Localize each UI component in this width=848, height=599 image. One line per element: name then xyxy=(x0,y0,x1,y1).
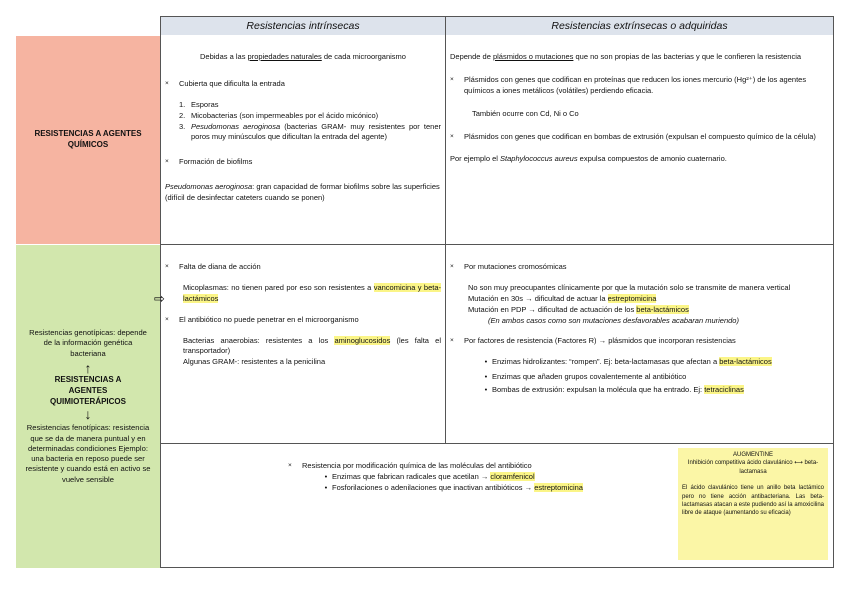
sub1-highlight: cloramfenicol xyxy=(490,471,535,481)
bullet-x-icon: × xyxy=(165,315,169,323)
ext-item-bombas: Plásmidos con genes que codifican en bombas de extrusión (expulsan el compuesto químico de la célula) xyxy=(464,131,816,141)
list-item xyxy=(179,111,441,122)
pseudomonas-desc: (bacterias GRAM- muy resistentes por tener poros muy minúsculos que dificultan la entrada del agente) xyxy=(191,121,441,142)
list-item xyxy=(165,315,441,326)
myco-highlight: vancomicina y beta-lactámicos xyxy=(183,282,441,303)
intro-post: de cada microorganismo xyxy=(321,52,406,61)
enzyme-list xyxy=(480,357,830,396)
biofilm-text: : gran capacidad de formar biofilms sobre las superficies (difícil de desinfectar cateters cuando se ponen) xyxy=(165,182,440,202)
enz3-pre: Bombas de extrusión: expulsan la molécula que ha entrado. Ej: xyxy=(492,385,705,394)
bullet-x-icon: × xyxy=(165,79,169,87)
sublist xyxy=(179,100,441,144)
bullet-x-icon: × xyxy=(165,158,169,166)
int-gram: Algunas GRAM-: resistentes a la penicilina xyxy=(183,357,326,367)
num-1: 1. xyxy=(179,99,186,109)
ext-item-factores: Por factores de resistencia (Factores R) → plásmidos que incorporan resistencias xyxy=(464,336,736,346)
anaer-post: (les falta el transportador) xyxy=(183,335,441,356)
sub2-highlight: estreptomicina xyxy=(534,482,583,492)
row-divider xyxy=(160,244,834,245)
side-label-quimicos-text: RESISTENCIAS A AGENTES QUÍMICOS xyxy=(34,129,142,149)
anaer-highlight: aminoglucosidos xyxy=(334,335,391,345)
bullet-x-icon: × xyxy=(450,263,454,270)
sub-micobacterias: Micobacterias (son impermeables por el ácido micónico) xyxy=(191,110,379,120)
ext-item-mercurio: Plásmidos con genes que codifican en proteínas que reducen los iones mercurio (Hg²⁺) de los agentes químicos a iones metálicos (volátiles) perdiendo eficacia. xyxy=(464,74,807,95)
bullet-x-icon: × xyxy=(450,75,454,83)
num-2: 2. xyxy=(179,110,186,120)
arrow-down-icon: ↓ xyxy=(84,406,92,423)
example-post: expulsa compuestos de amonio cuaternario. xyxy=(577,154,727,164)
note-sub: Inhibición competitiva ácido clavulánico ⟷ beta-lactamasa xyxy=(687,460,819,475)
ext-item-mutaciones: Por mutaciones cromosómicas xyxy=(464,262,567,271)
enz1-pre: Enzimas hidrolizantes: “rompen”. Ej: beta-lactamasas que afectan a xyxy=(492,357,720,367)
list-item xyxy=(450,262,830,273)
list-item xyxy=(165,79,441,90)
bullet-dot-icon: • xyxy=(484,372,488,382)
header-intrinsic xyxy=(161,17,445,35)
int-anaer xyxy=(183,336,441,358)
mutations-block xyxy=(468,283,830,327)
header-extrinsic-text: Resistencias extrínsecas o adquiridas xyxy=(551,20,728,32)
mut30-pre: Mutación en 30s → dificultad de actuar la xyxy=(468,293,608,303)
list-item xyxy=(450,75,830,97)
quimio-extrinsic-cell xyxy=(450,262,830,396)
arrow-right-icon: ⇨ xyxy=(154,291,165,306)
list-item xyxy=(179,100,441,111)
bullet-x-icon: × xyxy=(288,462,292,469)
ext-link: plásmidos o mutaciones xyxy=(492,52,574,61)
side-label-quimioterapicos-text: RESISTENCIAS A AGENTES QUIMIOTERÁPICOS xyxy=(49,374,126,406)
mut-30s xyxy=(468,294,830,305)
bullet-x-icon: × xyxy=(450,132,454,140)
intro-link: propiedades naturales xyxy=(247,52,322,61)
enz2: Enzimas que añaden grupos covalentemente al antibiótico xyxy=(492,372,687,382)
pdp-highlight: beta-lactámicos xyxy=(636,304,689,314)
list-item xyxy=(288,461,668,472)
item-biofilms: Formación de biofilms xyxy=(179,157,253,167)
list-item xyxy=(480,357,830,368)
list-item xyxy=(179,122,441,144)
bullet-x-icon: × xyxy=(165,263,169,270)
mut-desc: No son muy preocupantes clínicamente por que la mutación solo se transmite de manera vertical xyxy=(468,282,791,292)
num-3: 3. xyxy=(179,121,186,131)
bottom-sublist xyxy=(320,472,668,494)
bullet-x-icon: × xyxy=(450,337,454,345)
int-item-diana: Falta de diana de acción xyxy=(179,262,261,271)
header-extrinsic xyxy=(446,17,833,35)
myco-text: Micoplasmas: no tienen pared por eso son resistentes a xyxy=(183,282,374,292)
int-item-penetrar: El antibiótico no puede penetrar en el microorganismo xyxy=(179,314,359,324)
list-item xyxy=(320,472,668,483)
int-myco xyxy=(183,283,441,305)
list-item xyxy=(450,336,830,347)
ext-intro xyxy=(450,52,830,63)
enz3-highlight: tetraciclinas xyxy=(704,385,744,394)
ext-example xyxy=(450,154,830,165)
list-item xyxy=(450,132,830,143)
mut30-highlight: estreptomicina xyxy=(607,293,657,303)
augmentine-note xyxy=(678,448,828,560)
pseudomonas-name: Pesudomonas aeroginosa xyxy=(191,121,281,131)
bullet-dot-icon: • xyxy=(324,471,328,481)
bottom-item: Resistencia por modificación química de las moléculas del antibiótico xyxy=(302,461,532,470)
mut-pdp xyxy=(468,305,830,316)
sub-esporas: Esporas xyxy=(191,99,219,109)
enz1 xyxy=(492,357,772,368)
genotipicas-text: Resistencias genotípicas: depende de la información genética bacteriana xyxy=(29,328,147,358)
sub-pseudomonas xyxy=(191,122,441,144)
item-cubierta: Cubierta que dificulta la entrada xyxy=(179,78,285,88)
bottom-sub1 xyxy=(332,472,535,483)
list-item xyxy=(320,483,668,494)
quimicos-intro xyxy=(165,52,441,63)
anaer-pre: Bacterias anaerobias: resistentes a los xyxy=(183,335,335,345)
note-title: AUGMENTINE xyxy=(732,452,773,458)
sub1-pre: Enzimas que fabrican radicales que acetilan → xyxy=(332,471,491,481)
list-item xyxy=(480,372,830,383)
intro-pre: Debidas a las xyxy=(200,52,248,61)
ext-also: También ocurre con Cd, Ni o Co xyxy=(472,108,579,118)
sub2-pre: Fosforilaciones o adenilaciones que inactivan antibióticos → xyxy=(332,482,535,492)
pdp-pre: Mutación en PDP → dificultad de actuación de los xyxy=(468,304,637,314)
side-label-quimioterapicos xyxy=(16,245,160,568)
bullet-dot-icon: • xyxy=(484,357,488,367)
biofilm-species: Pseudomonas aeroginosa xyxy=(165,182,253,192)
example-pre: Por ejemplo el xyxy=(450,154,501,164)
enz3 xyxy=(492,385,744,396)
quimio-intrinsic-cell xyxy=(165,262,441,368)
quimicos-intrinsic-cell xyxy=(165,52,441,204)
example-species: Staphylococcus aureus xyxy=(500,154,578,164)
list-item xyxy=(165,157,441,168)
bottom-sub2 xyxy=(332,483,583,494)
list-item xyxy=(480,385,830,396)
header-intrinsic-text: Resistencias intrínsecas xyxy=(246,20,360,32)
biofilm-desc xyxy=(165,182,441,204)
fenotipicas-text: Resistencias fenotípicas: resistencia que se da de manera puntual y en determinadas condiciones Ejemplo: una bacteria en reposo puede ser resistente y cuando está en activo se vuelve sensible xyxy=(25,423,151,484)
list-item xyxy=(165,262,441,273)
quimicos-extrinsic-cell xyxy=(450,52,830,165)
column-divider xyxy=(445,16,446,443)
side-label-quimicos xyxy=(16,36,160,244)
bottom-divider xyxy=(160,443,834,444)
bottom-cell xyxy=(288,461,668,494)
note-body: El ácido clavulánico tiene un anillo beta lactámico pero no tiene acción antibacteriana. Las beta-lactamasas atacan a este pudiendo así la amoxicilina libre de ataque (aumentando su eficacia) xyxy=(682,485,824,517)
ext-pre: Depende de xyxy=(450,52,493,61)
bullet-dot-icon: • xyxy=(324,482,328,492)
ext-post: que no son propias de las bacterias y que le confieren la resistencia xyxy=(573,52,802,61)
mut-both: (En ambos casos como son mutaciones desfavorables acabaran muriendo) xyxy=(488,315,739,325)
enz1-highlight: beta-lactámicos xyxy=(719,357,772,367)
bullet-dot-icon: • xyxy=(484,385,488,394)
arrow-up-icon: ↑ xyxy=(84,359,92,376)
